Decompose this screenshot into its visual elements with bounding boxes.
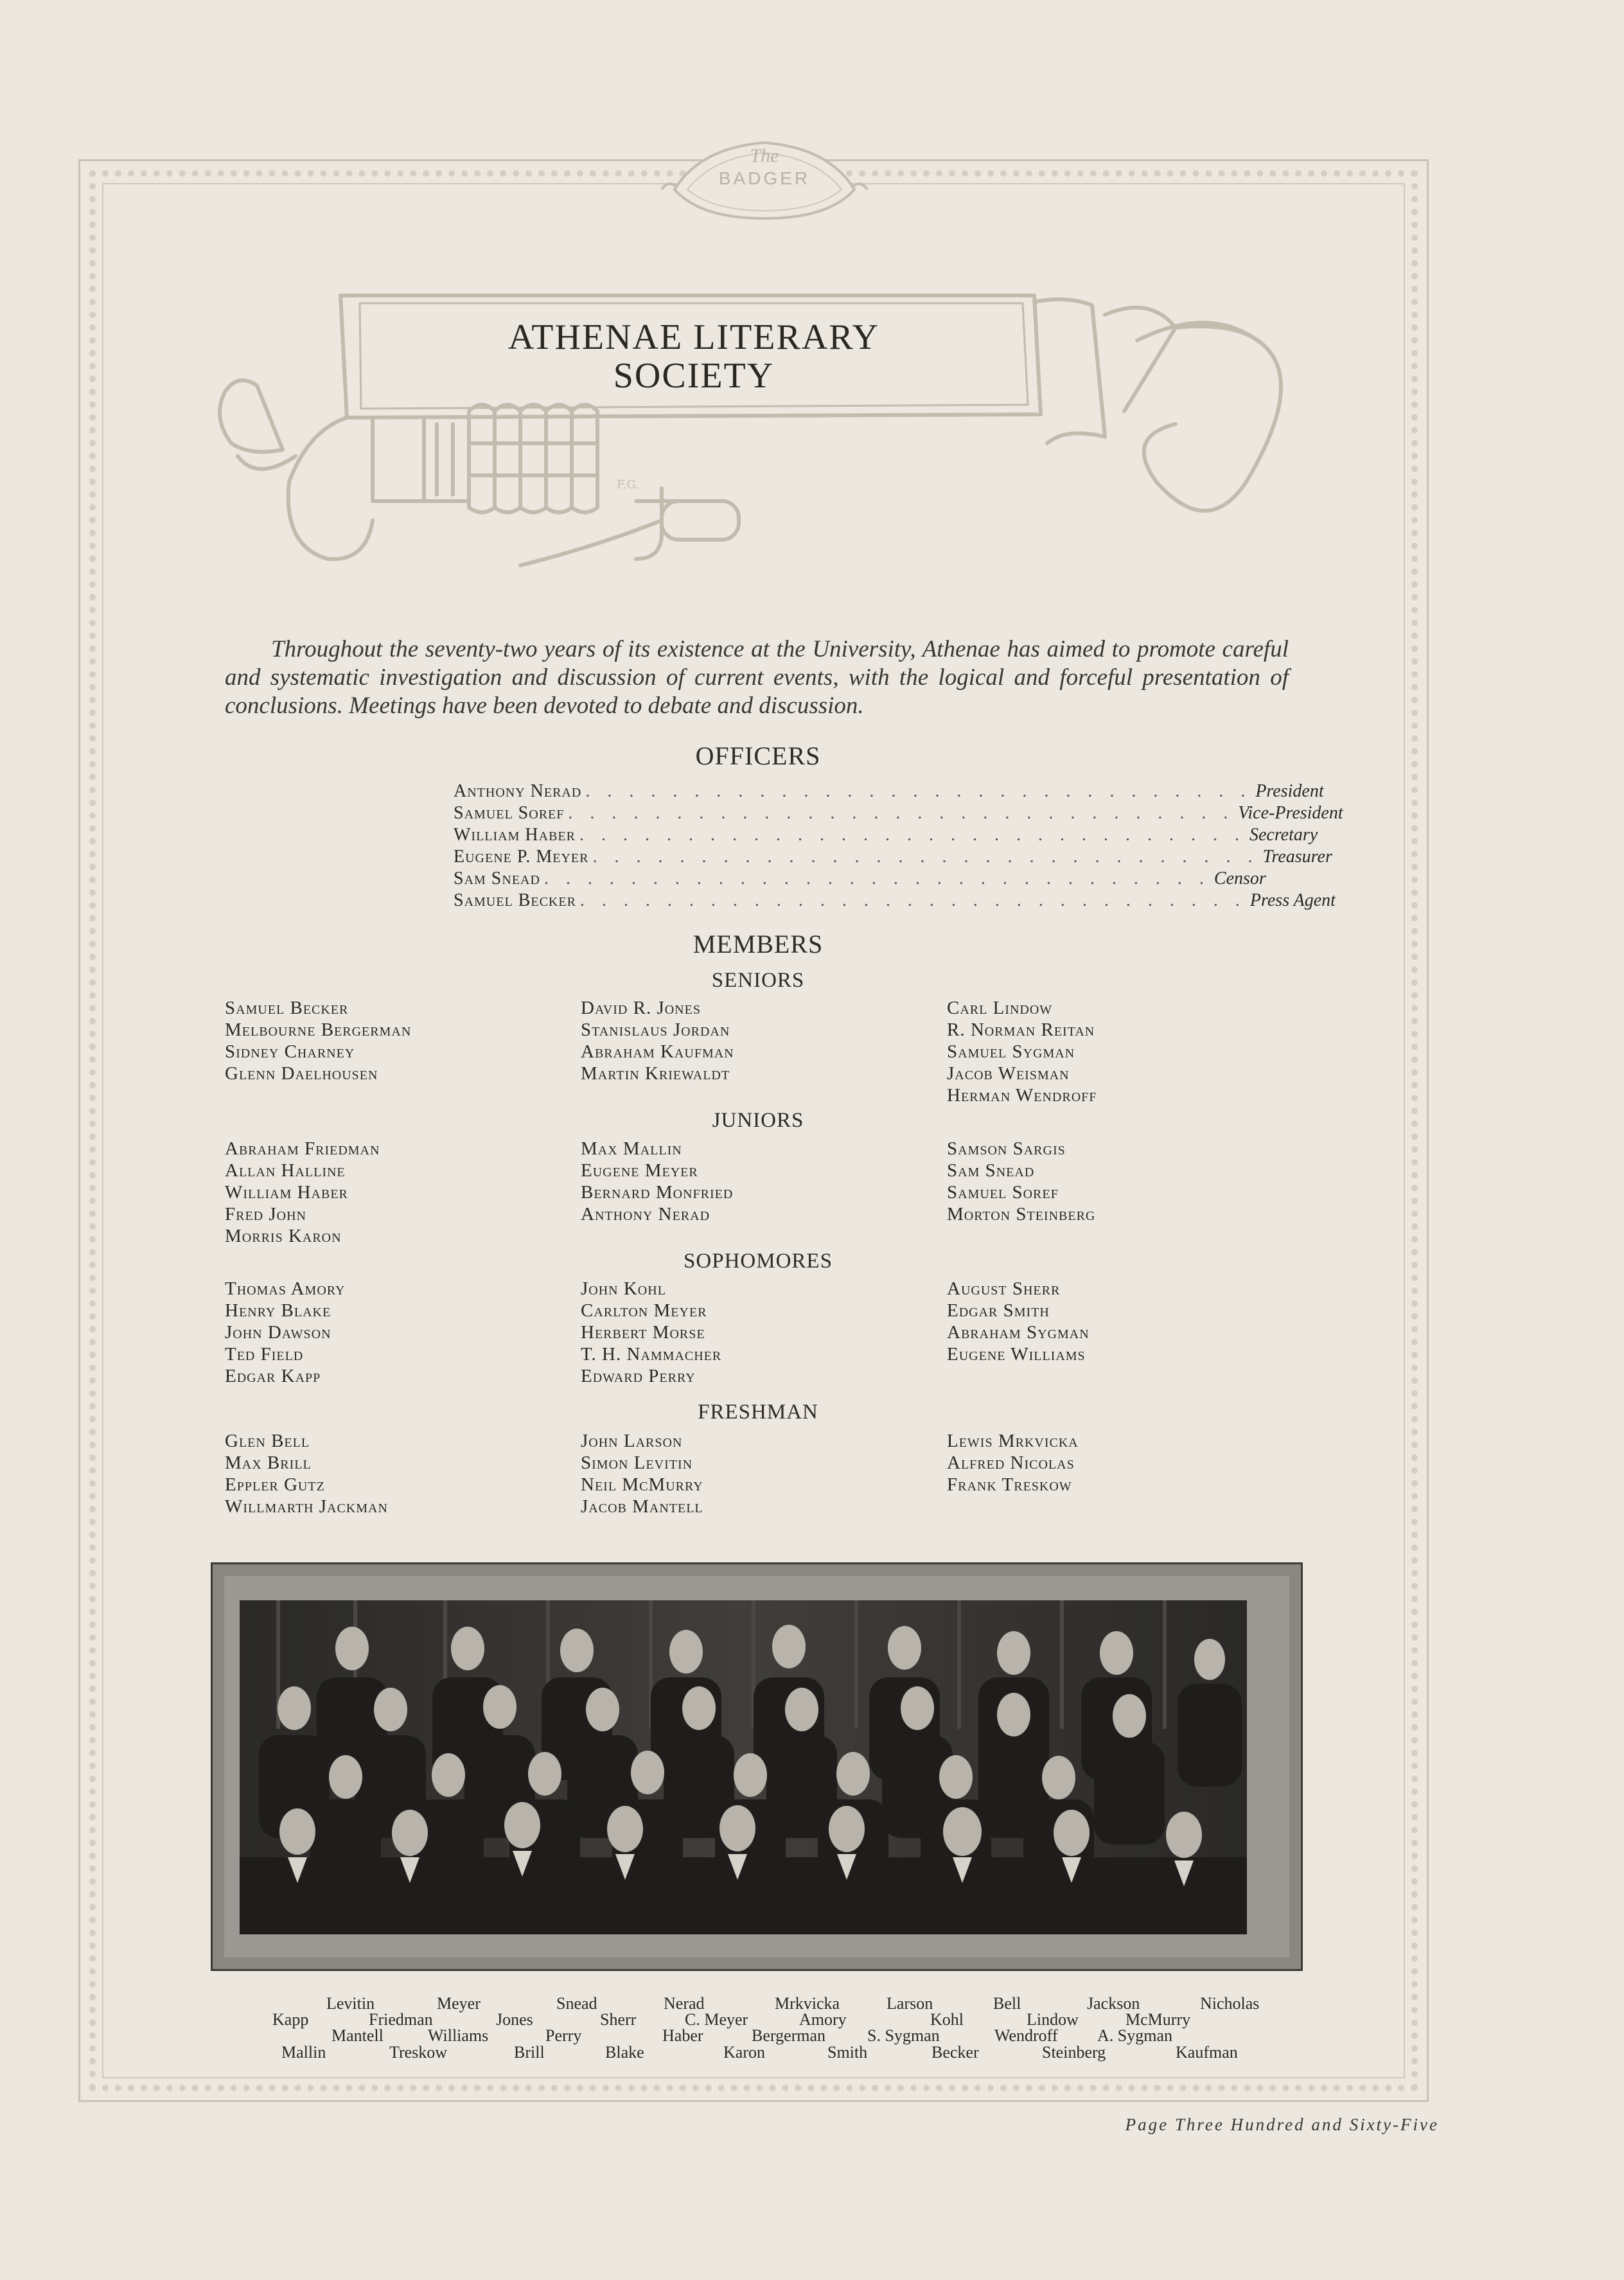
officer-row (454, 847, 1332, 869)
caption-name: Kaufman (1176, 2043, 1238, 2062)
member-name: Abraham Kaufman (581, 1041, 734, 1062)
member-name: Simon Levitin (581, 1453, 693, 1473)
caption-name: Mantell (331, 2026, 384, 2045)
member-name: Glenn Daelhousen (225, 1063, 378, 1084)
member-name: Samuel Becker (225, 998, 349, 1018)
caption-name: Steinberg (1042, 2043, 1106, 2062)
caption-name: Meyer (437, 1994, 481, 2013)
leader-dots: . . . . . . . . . . . . . . . . . . . . . . . . . . . . . . . (579, 890, 1246, 910)
caption-name: Smith (827, 2043, 868, 2062)
caption-name: Lindow (1027, 2010, 1079, 2029)
member-name: Eppler Gutz (225, 1474, 325, 1495)
caption-name: Haber (662, 2026, 703, 2045)
caption-name: A. Sygman (1097, 2026, 1172, 2045)
freshman-column-3 (947, 1430, 1307, 1496)
officer-title: Secretary (1249, 825, 1318, 845)
member-name: Allan Halline (225, 1160, 346, 1181)
seniors-heading: SENIORS (711, 969, 805, 992)
member-name: R. Norman Reitan (947, 1020, 1095, 1040)
officers-list (454, 781, 1343, 912)
member-name: Glen Bell (225, 1431, 310, 1451)
leader-dots: . . . . . . . . . . . . . . . . . . . . . . . . . . . . . . . (585, 781, 1252, 801)
caption-name: Larson (887, 1994, 933, 2013)
member-name: Sam Snead (947, 1160, 1035, 1181)
member-name: John Larson (581, 1431, 683, 1451)
member-name: Abraham Sygman (947, 1322, 1090, 1343)
freshman-column-2 (581, 1430, 940, 1517)
member-name: Martin Kriewaldt (581, 1063, 730, 1084)
officer-title: Treasurer (1262, 847, 1332, 867)
caption-name: Sherr (600, 2010, 637, 2029)
caption-row-4 (0, 2043, 1624, 2061)
caption-name: Bergerman (752, 2026, 826, 2045)
officer-title: Censor (1214, 869, 1266, 888)
member-name: Eugene Meyer (581, 1160, 698, 1181)
officer-row (454, 890, 1336, 912)
caption-name: Snead (556, 1994, 597, 2013)
member-name: Bernard Monfried (581, 1182, 734, 1203)
member-name: Frank Treskow (947, 1474, 1072, 1495)
member-name: Jacob Weisman (947, 1063, 1070, 1084)
caption-name: Jackson (1087, 1994, 1140, 2013)
member-name: Max Brill (225, 1453, 312, 1473)
member-name: Max Mallin (581, 1138, 682, 1159)
page-number: Page Three Hundred and Sixty-Five (1125, 2115, 1439, 2134)
officer-row (454, 869, 1266, 890)
officer-name: Samuel Becker (454, 890, 576, 910)
member-name: Edgar Kapp (225, 1366, 321, 1386)
member-name: Carlton Meyer (581, 1300, 707, 1321)
caption-name: Blake (605, 2043, 644, 2062)
caption-name: Brill (514, 2043, 545, 2062)
caption-name: Bell (993, 1994, 1021, 2013)
member-name: Edward Perry (581, 1366, 696, 1386)
group-photo-frame (211, 1562, 1303, 1971)
caption-name: Kapp (272, 2010, 309, 2029)
member-name: Sidney Charney (225, 1041, 355, 1062)
officer-row (454, 781, 1324, 803)
freshman-heading: FRESHMAN (698, 1401, 818, 1424)
member-name: Samuel Soref (947, 1182, 1059, 1203)
member-name: Jacob Mantell (581, 1496, 703, 1517)
seniors-column-2 (581, 997, 940, 1084)
member-name: T. H. Nammacher (581, 1344, 722, 1365)
caption-name: Williams (428, 2026, 489, 2045)
member-name: Willmarth Jackman (225, 1496, 388, 1517)
juniors-column-1 (225, 1138, 585, 1247)
officer-title: President (1255, 781, 1324, 801)
caption-name: Mallin (281, 2043, 326, 2062)
officer-title: Vice-President (1238, 803, 1343, 823)
seniors-column-1 (225, 997, 585, 1084)
officers-heading: OFFICERS (695, 741, 821, 770)
officer-name: Samuel Soref (454, 803, 565, 823)
caption-name: Friedman (369, 2010, 433, 2029)
officer-row (454, 803, 1343, 825)
caption-name: Levitin (326, 1994, 375, 2013)
member-name: Herbert Morse (581, 1322, 705, 1343)
intro-paragraph: Throughout the seventy-two years of its existence at the University, Athenae has aimed to promote careful and systematic investigation and discussion of current events, with the logical and forceful presentation of conclusions. Meetings have been devoted to debate and discussion. (225, 636, 1289, 719)
caption-name: Perry (545, 2026, 582, 2045)
member-name: John Dawson (225, 1322, 331, 1343)
group-photo (240, 1600, 1247, 1934)
member-name: Lewis Mrkvicka (947, 1431, 1079, 1451)
caption-row-1 (0, 1994, 1624, 2012)
member-name: Edgar Smith (947, 1300, 1050, 1321)
caption-name: Nicholas (1200, 1994, 1260, 2013)
caption-name: Mrkvicka (775, 1994, 840, 2013)
officer-title: Press Agent (1249, 890, 1336, 910)
member-name: Carl Lindow (947, 998, 1053, 1018)
caption-name: Wendroff (994, 2026, 1058, 2045)
member-name: Alfred Nicolas (947, 1453, 1075, 1473)
officer-name: Sam Snead (454, 869, 540, 888)
member-name: Ted Field (225, 1344, 304, 1365)
member-name: David R. Jones (581, 998, 701, 1018)
sophomores-column-3 (947, 1278, 1307, 1365)
juniors-column-3 (947, 1138, 1307, 1225)
member-name: Neil McMurry (581, 1474, 703, 1495)
title-line-2: SOCIETY (613, 356, 775, 396)
member-name: Herman Wendroff (947, 1085, 1097, 1106)
members-heading: MEMBERS (693, 930, 824, 959)
member-name: Stanislaus Jordan (581, 1020, 730, 1040)
caption-name: Karon (723, 2043, 765, 2062)
page-title (340, 318, 1047, 395)
emblem-badger-text: BADGER (718, 168, 811, 188)
leader-dots: . . . . . . . . . . . . . . . . . . . . . . . . . . . . . . . (568, 803, 1235, 823)
member-name: William Haber (225, 1182, 348, 1203)
member-name: Samson Sargis (947, 1138, 1066, 1159)
leader-dots: . . . . . . . . . . . . . . . . . . . . . . . . . . . . . . . (592, 847, 1259, 867)
svg-text:F.G.: F.G. (617, 478, 639, 491)
member-name: Melbourne Bergerman (225, 1020, 412, 1040)
caption-name: Kohl (930, 2010, 964, 2029)
leader-dots: . . . . . . . . . . . . . . . . . . . . . . . . . . . . . . . (579, 825, 1246, 845)
juniors-column-2 (581, 1138, 940, 1225)
emblem-the-text: The (750, 145, 779, 166)
member-name: Abraham Friedman (225, 1138, 380, 1159)
caption-name: Amory (799, 2010, 847, 2029)
member-name: Thomas Amory (225, 1278, 346, 1299)
caption-row-3 (0, 2026, 1624, 2044)
caption-name: S. Sygman (867, 2026, 940, 2045)
seniors-column-3 (947, 997, 1307, 1106)
caption-name: Becker (931, 2043, 979, 2062)
member-name: Fred John (225, 1204, 306, 1224)
officer-name: Anthony Nerad (454, 781, 582, 801)
member-name: August Sherr (947, 1278, 1061, 1299)
member-name: John Kohl (581, 1278, 666, 1299)
member-name: Eugene Williams (947, 1344, 1086, 1365)
member-name: Samuel Sygman (947, 1041, 1075, 1062)
officer-name: Eugene P. Meyer (454, 847, 589, 867)
freshman-column-1 (225, 1430, 585, 1517)
caption-name: McMurry (1125, 2010, 1191, 2029)
caption-name: Nerad (664, 1994, 705, 2013)
caption-name: Treskow (389, 2043, 448, 2062)
member-name: Henry Blake (225, 1300, 331, 1321)
member-name: Anthony Nerad (581, 1204, 710, 1224)
member-name: Morton Steinberg (947, 1204, 1096, 1224)
title-line-1: ATHENAE LITERARY (508, 317, 879, 357)
officer-row (454, 825, 1318, 847)
sophomores-column-1 (225, 1278, 585, 1387)
sophomores-heading: SOPHOMORES (684, 1250, 833, 1273)
member-name: Morris Karon (225, 1226, 342, 1246)
caption-row-2 (0, 2010, 1624, 2028)
sophomores-column-2 (581, 1278, 940, 1387)
leader-dots: . . . . . . . . . . . . . . . . . . . . . . . . . . . . . . . (543, 869, 1210, 888)
officer-name: William Haber (454, 825, 576, 845)
juniors-heading: JUNIORS (712, 1109, 804, 1132)
caption-name: Jones (496, 2010, 533, 2029)
caption-name: C. Meyer (685, 2010, 748, 2029)
